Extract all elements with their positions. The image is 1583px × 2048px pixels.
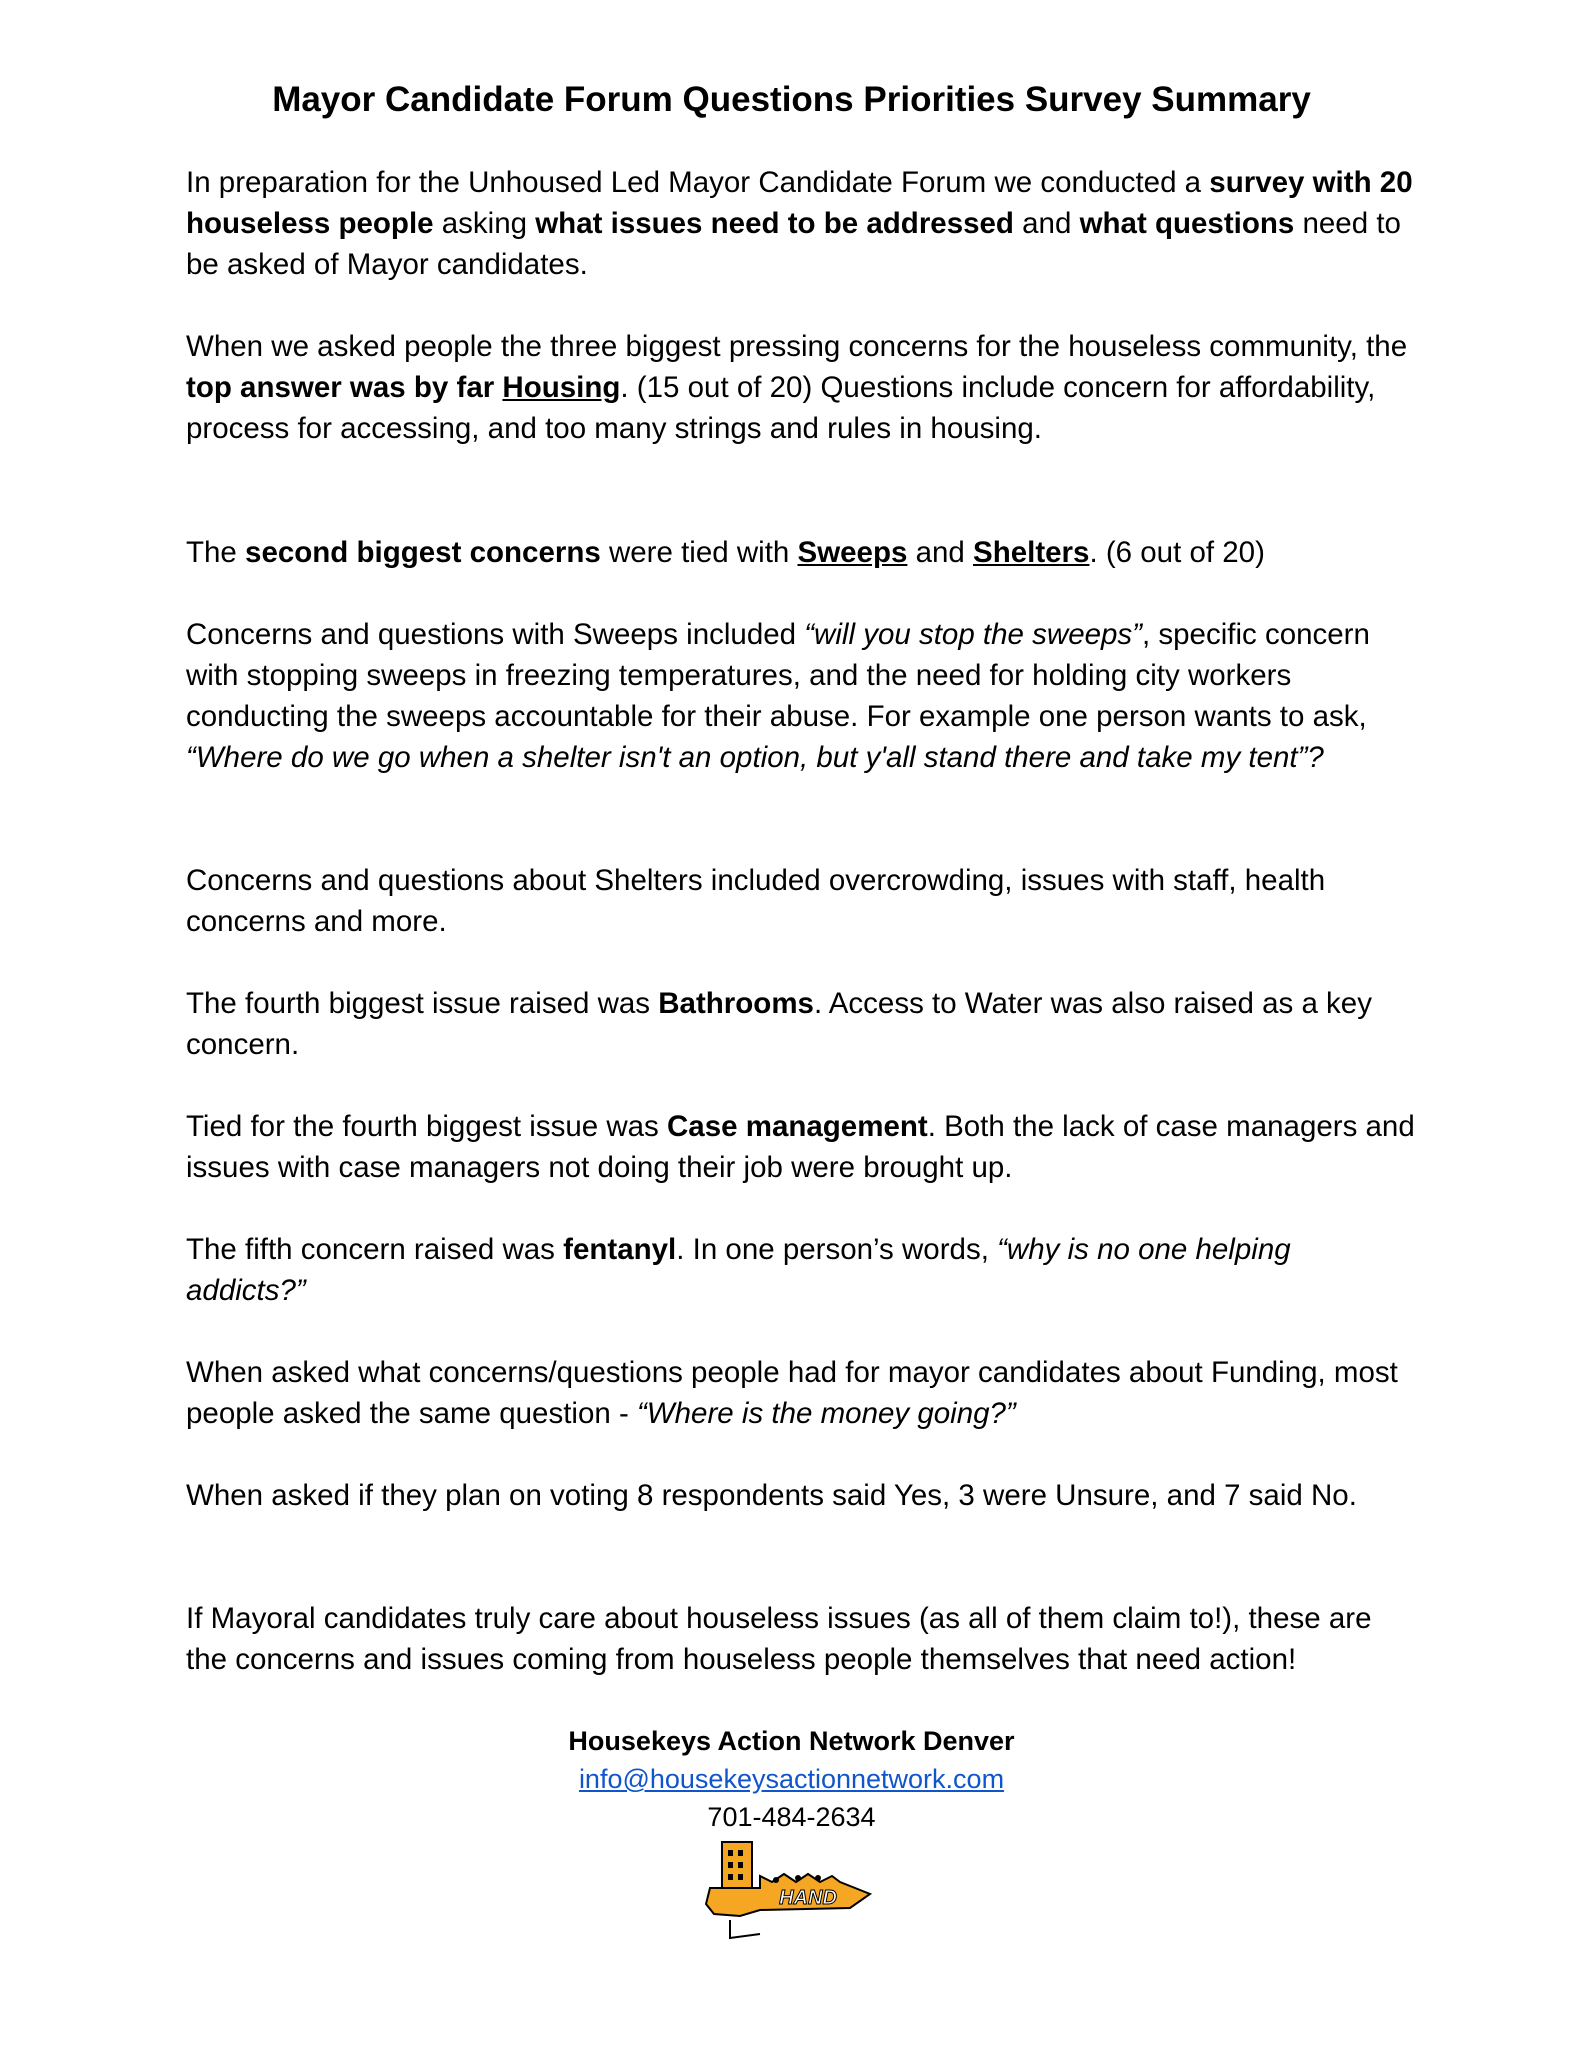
paragraph-intro — [186, 162, 1416, 285]
quote-text: “will you stop the sweeps” — [804, 618, 1142, 651]
paragraph-fentanyl — [186, 1229, 1416, 1311]
paragraph-shelters: Concerns and questions about Shelters included overcrowding, issues with staff, health concerns and more. — [186, 864, 1326, 938]
person-shape — [795, 1875, 801, 1881]
paragraph-case-management — [186, 1106, 1416, 1188]
text: In preparation for the Unhoused Led Mayor Candidate Forum we conducted a — [186, 166, 1210, 199]
text: When we asked people the three biggest pressing concerns for the houseless community, the — [186, 330, 1408, 363]
window-shape — [738, 1874, 743, 1880]
person-shape — [773, 1877, 779, 1883]
text: Concerns and questions with Sweeps included — [186, 618, 805, 651]
text: The fourth biggest issue raised was — [186, 987, 659, 1020]
window-shape — [728, 1862, 733, 1868]
bold-text: Case management — [667, 1110, 928, 1143]
hand-logo — [700, 1838, 880, 1948]
text: asking — [433, 207, 536, 240]
email-line — [0, 1760, 1583, 1798]
key-tooth-shape — [730, 1920, 760, 1938]
text: When asked what concerns/questions people had for mayor candidates about Funding, most people asked the same question - — [186, 1356, 1398, 1430]
phone-number: 701-484-2634 — [707, 1802, 876, 1832]
email-link[interactable]: info@housekeysactionnetwork.com — [578, 1764, 1005, 1794]
text: and — [907, 536, 974, 569]
quote-text: “why is no one helping addicts?” — [186, 1233, 1291, 1307]
paragraph-funding — [186, 1352, 1416, 1434]
bold-text: what questions — [1079, 207, 1295, 240]
quote-text: “Where do we go when a shelter isn't an option, but y'all stand there and take my tent”? — [186, 741, 1324, 774]
underlined-bold-text: Shelters — [973, 536, 1090, 569]
text: The — [186, 536, 246, 569]
text: . (6 out of 20) — [1089, 536, 1265, 569]
paragraph-sweeps — [186, 614, 1416, 778]
underlined-bold-text: Sweeps — [797, 536, 908, 569]
bold-text: fentanyl — [563, 1233, 677, 1266]
text: . Access to Water was also raised as a key concern. — [186, 987, 1372, 1061]
text: need to be asked of Mayor candidates. — [186, 207, 1401, 281]
paragraph-second-concerns — [186, 532, 1416, 573]
person-shape — [815, 1875, 821, 1881]
window-shape — [738, 1850, 743, 1856]
text: were tied with — [600, 536, 798, 569]
window-shape — [728, 1850, 733, 1856]
paragraph-bathrooms — [186, 983, 1416, 1065]
key-logo-icon — [700, 1838, 880, 1948]
organization-name: Housekeys Action Network Denver — [568, 1726, 1015, 1756]
page-title: Mayor Candidate Forum Questions Priorities Survey Summary — [272, 80, 1311, 119]
bold-text: second biggest concerns — [245, 536, 601, 569]
bold-text: survey with 20 houseless people — [186, 166, 1413, 240]
text: and — [1013, 207, 1080, 240]
text: . Both the lack of case managers and issues with case managers not doing their job were brought up. — [186, 1110, 1415, 1184]
window-shape — [738, 1862, 743, 1868]
text: Tied for the fourth biggest issue was — [186, 1110, 667, 1143]
window-shape — [728, 1874, 733, 1880]
paragraph-closing: If Mayoral candidates truly care about houseless issues (as all of them claim to!), these are the concerns and issues coming from houseless people themselves that need action! — [186, 1602, 1372, 1676]
text: The fifth concern raised was — [186, 1233, 564, 1266]
bold-text: what issues need to be addressed — [535, 207, 1014, 240]
paragraph-voting: When asked if they plan on voting 8 respondents said Yes, 3 were Unsure, and 7 said No. — [186, 1479, 1357, 1512]
bold-text: top answer was by far — [186, 371, 503, 404]
bold-text: Bathrooms — [658, 987, 814, 1020]
logo-text: HAND — [779, 1887, 837, 1909]
text: . In one person’s words, — [676, 1233, 998, 1266]
quote-text: “Where is the money going?” — [636, 1397, 1016, 1430]
text: , specific concern with stopping sweeps in freezing temperatures, and the need for holding city workers conducting the sweeps accountable for their abuse. For example one person wants to ask, — [186, 618, 1370, 733]
paragraph-housing — [186, 326, 1416, 449]
text: . (15 out of 20) Questions include concern for affordability, process for accessing, and too many strings and rules in housing. — [186, 371, 1376, 445]
underlined-bold-text: Housing — [502, 371, 621, 404]
